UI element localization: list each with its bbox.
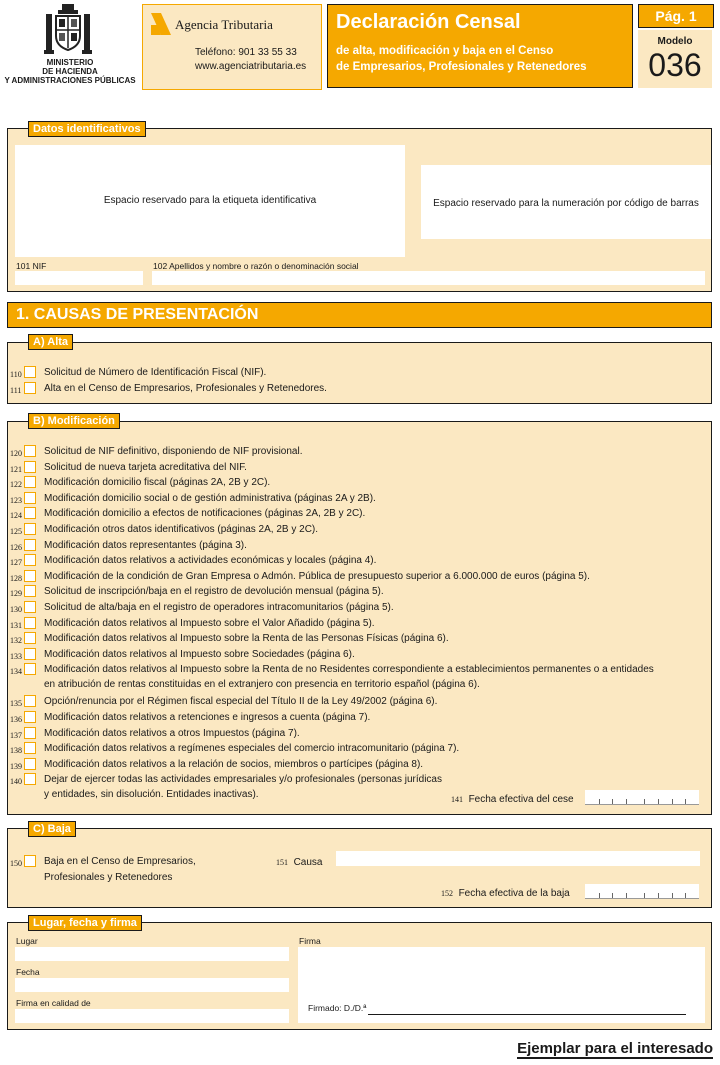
item-text: Solicitud de nueva tarjeta acreditativa del NIF. [44,461,247,473]
item-code: 140 [10,777,22,787]
item-checkbox[interactable] [24,554,36,566]
baja-text-1: Baja en el Censo de Empresarios, [44,856,196,867]
item-checkbox[interactable] [24,773,36,785]
item-code: 138 [10,746,22,756]
form-subtitle-1: de alta, modificación y baja en el Censo [336,45,554,57]
name-label [153,261,359,271]
item-text: Modificación domicilio fiscal (páginas 2A, 2B y 2C). [44,477,271,489]
agency-phone: Teléfono: 901 33 55 33 [195,47,297,58]
date-tick-mark [685,893,686,898]
item-text: Modificación datos relativos al Impuesto sobre la Renta de las Personas Físicas (página 6). [44,633,449,645]
item-checkbox[interactable] [24,507,36,519]
firma-label: Firma [299,936,321,946]
barcode-space-text: Espacio reservado para la numeración por código de barras [433,198,699,209]
causa-text: Causa [293,857,323,868]
item-checkbox[interactable] [24,382,36,394]
item-checkbox[interactable] [24,727,36,739]
causas-title: 1. CAUSAS DE PRESENTACIÓN [16,306,259,323]
nif-code: 101 [16,261,31,271]
item-code: 139 [10,761,22,771]
date-tick-mark [672,893,673,898]
date-tick-mark [658,799,659,804]
item-code: 150 [10,859,22,868]
item-checkbox[interactable] [24,523,36,535]
item-code: 132 [10,636,22,646]
item-code: 129 [10,589,22,599]
item-checkbox[interactable] [24,445,36,457]
fecha-baja-label [441,888,570,899]
page-number: Pág. 1 [655,8,697,24]
item-text: Modificación domicilio social o de gestión administrativa (páginas 2A y 2B). [44,492,376,504]
item-code: 134 [10,667,22,677]
nif-label [16,261,46,271]
footer-label: Ejemplar para el interesado [517,1040,713,1057]
item-code: 125 [10,527,22,536]
item-text: Modificación datos relativos a regímenes especiales del comercio intracomunitario (página 7). [44,743,460,755]
item-text: Modificación domicilio a efectos de notificaciones (páginas 2A, 2B y 2C). [44,508,366,520]
item-text: Opción/renuncia por el Régimen fiscal especial del Título II de la Ley 49/2002 (página 6). [44,696,438,708]
fecha-baja-text: Fecha efectiva de la baja [458,888,570,899]
item-code: 133 [10,651,22,661]
item-text: Modificación datos representantes (página 3). [44,539,247,551]
baja-checkbox[interactable] [24,855,36,867]
item-text: Dejar de ejercer todas las actividades empresariales y/o profesionales (personas jurídicas [44,774,442,786]
item-text: Solicitud de NIF definitivo, disponiendo de NIF provisional. [44,446,303,457]
date-tick-mark [644,893,645,898]
item-text: Solicitud de inscripción/baja en el registro de devolución mensual (página 5). [44,586,384,598]
item-checkbox[interactable] [24,632,36,644]
calidad-label: Firma en calidad de [16,998,91,1008]
date-tick-mark [612,799,613,804]
causa-label [276,857,322,868]
item-text: Modificación datos relativos al Impuesto sobre Sociedades (página 6). [44,648,355,660]
firma-tab: Lugar, fecha y firma [28,915,142,931]
item-code: 120 [10,449,22,458]
date-tick-mark [599,893,600,898]
item-text: Modificación datos relativos al Impuesto sobre la Renta de no Residentes correspondiente a establecimientos permanentes o a entidades [44,664,654,676]
label-space [15,145,405,257]
item-text: Solicitud de Número de Identificación Fiscal (NIF). [44,367,267,378]
item-checkbox[interactable] [24,539,36,551]
item-checkbox[interactable] [24,476,36,488]
item-code: 127 [10,558,22,568]
item-text-continuation: en atribución de rentas constituidas en el extranjero con presencia en territorio español (página 6). [44,679,480,691]
date-tick-mark [672,799,673,804]
nif-text: NIF [32,261,47,271]
item-code: 110 [10,370,22,379]
nif-field[interactable] [15,271,143,285]
alta-tab: A) Alta [28,334,73,350]
ministry-line1: MINISTERIO [46,58,94,67]
item-code: 123 [10,495,22,505]
item-text: Modificación datos relativos al Impuesto sobre el Valor Añadido (página 5). [44,617,375,629]
form-subtitle-2: de Empresarios, Profesionales y Retenedores [336,61,587,73]
barcode-space [421,165,711,239]
item-code: 136 [10,715,22,724]
cese-date-field[interactable] [585,790,699,805]
item-text: Modificación de la condición de Gran Empresa o Admón. Pública de presupuesto superior a 6.000.000 de euros (página 5). [44,570,590,582]
item-text: Alta en el Censo de Empresarios, Profesionales y Retenedores. [44,383,327,394]
cese-label [451,794,574,805]
name-text: Apellidos y nombre o razón o denominación social [169,261,359,271]
firma-section [7,922,712,1030]
calidad-field[interactable] [15,1009,289,1023]
cese-code: 141 [451,795,463,804]
causa-code: 151 [276,858,288,867]
date-tick-mark [599,799,600,804]
fecha-baja-field[interactable] [585,884,699,899]
item-checkbox[interactable] [24,617,36,629]
item-code: 137 [10,730,22,740]
date-tick-mark [626,893,627,898]
item-code: 111 [10,386,22,395]
date-tick-mark [685,799,686,804]
fecha-label: Fecha [16,967,40,977]
form-title: Declaración Censal [336,11,521,33]
item-checkbox[interactable] [24,648,36,660]
coat-of-arms-icon [44,2,92,56]
item-text: Modificación datos relativos a otros Impuestos (página 7). [44,727,300,739]
agency-box [142,4,322,90]
date-tick-mark [644,799,645,804]
item-code: 128 [10,573,22,583]
date-tick-mark [612,893,613,898]
model-label: Modelo [657,36,693,47]
title-box [327,4,633,88]
datos-tab: Datos identificativos [28,121,146,137]
modificacion-tab: B) Modificación [28,413,120,429]
item-text-continuation: y entidades, sin disolución. Entidades inactivas). [44,789,259,801]
firmado-label: Firmado: D./D.ª [308,1003,367,1013]
item-code: 130 [10,605,22,614]
item-code: 122 [10,480,22,490]
lugar-label: Lugar [16,936,38,946]
item-checkbox[interactable] [24,758,36,770]
causas-title-bar [7,302,712,328]
agency-name: Agencia Tributaria [175,17,273,32]
item-code: 126 [10,542,22,552]
item-checkbox[interactable] [24,585,36,597]
item-code: 135 [10,699,22,709]
ministry-line2: DE HACIENDA [42,67,98,76]
causa-field[interactable] [336,851,700,866]
model-box [638,30,712,88]
firma-field[interactable] [298,947,705,1023]
datos-section [7,128,712,292]
ministry-line3: Y ADMINISTRACIONES PÚBLICAS [4,76,136,85]
name-code: 102 [153,261,168,271]
item-checkbox[interactable] [24,663,36,675]
label-space-text: Espacio reservado para la etiqueta identificativa [103,195,317,206]
item-text: Modificación otros datos identificativos (páginas 2A, 2B y 2C). [44,524,319,535]
item-checkbox[interactable] [24,570,36,582]
fecha-field[interactable] [15,978,289,992]
item-checkbox[interactable] [24,366,36,378]
date-tick-mark [658,893,659,898]
item-code: 124 [10,511,22,521]
fecha-baja-code: 152 [441,889,453,898]
item-checkbox[interactable] [24,492,36,504]
item-code: 121 [10,464,22,474]
item-text: Modificación datos relativos a la relación de socios, miembros o partícipes (página 8). [44,758,424,770]
item-checkbox[interactable] [24,461,36,473]
date-tick-mark [626,799,627,804]
item-checkbox[interactable] [24,711,36,723]
item-text: Modificación datos relativos a retenciones e ingresos a cuenta (página 7). [44,712,371,723]
item-text: Modificación datos relativos a actividades económicas y locales (página 4). [44,555,377,567]
item-checkbox[interactable] [24,695,36,707]
firmado-line [368,1014,686,1015]
baja-text-2: Profesionales y Retenedores [44,872,173,883]
item-text: Solicitud de alta/baja en el registro de operadores intracomunitarios (página 5). [44,602,394,613]
cese-text: Fecha efectiva del cese [468,794,574,805]
item-checkbox[interactable] [24,601,36,613]
name-field[interactable] [152,271,705,285]
lugar-field[interactable] [15,947,289,961]
ministry-logo [0,0,140,92]
model-number: 036 [648,47,702,83]
baja-tab: C) Baja [28,821,76,837]
page-number-box [638,4,714,28]
item-checkbox[interactable] [24,742,36,754]
agency-website: www.agenciatributaria.es [195,61,307,72]
item-code: 131 [10,620,22,630]
agency-logo-icon [149,11,173,37]
